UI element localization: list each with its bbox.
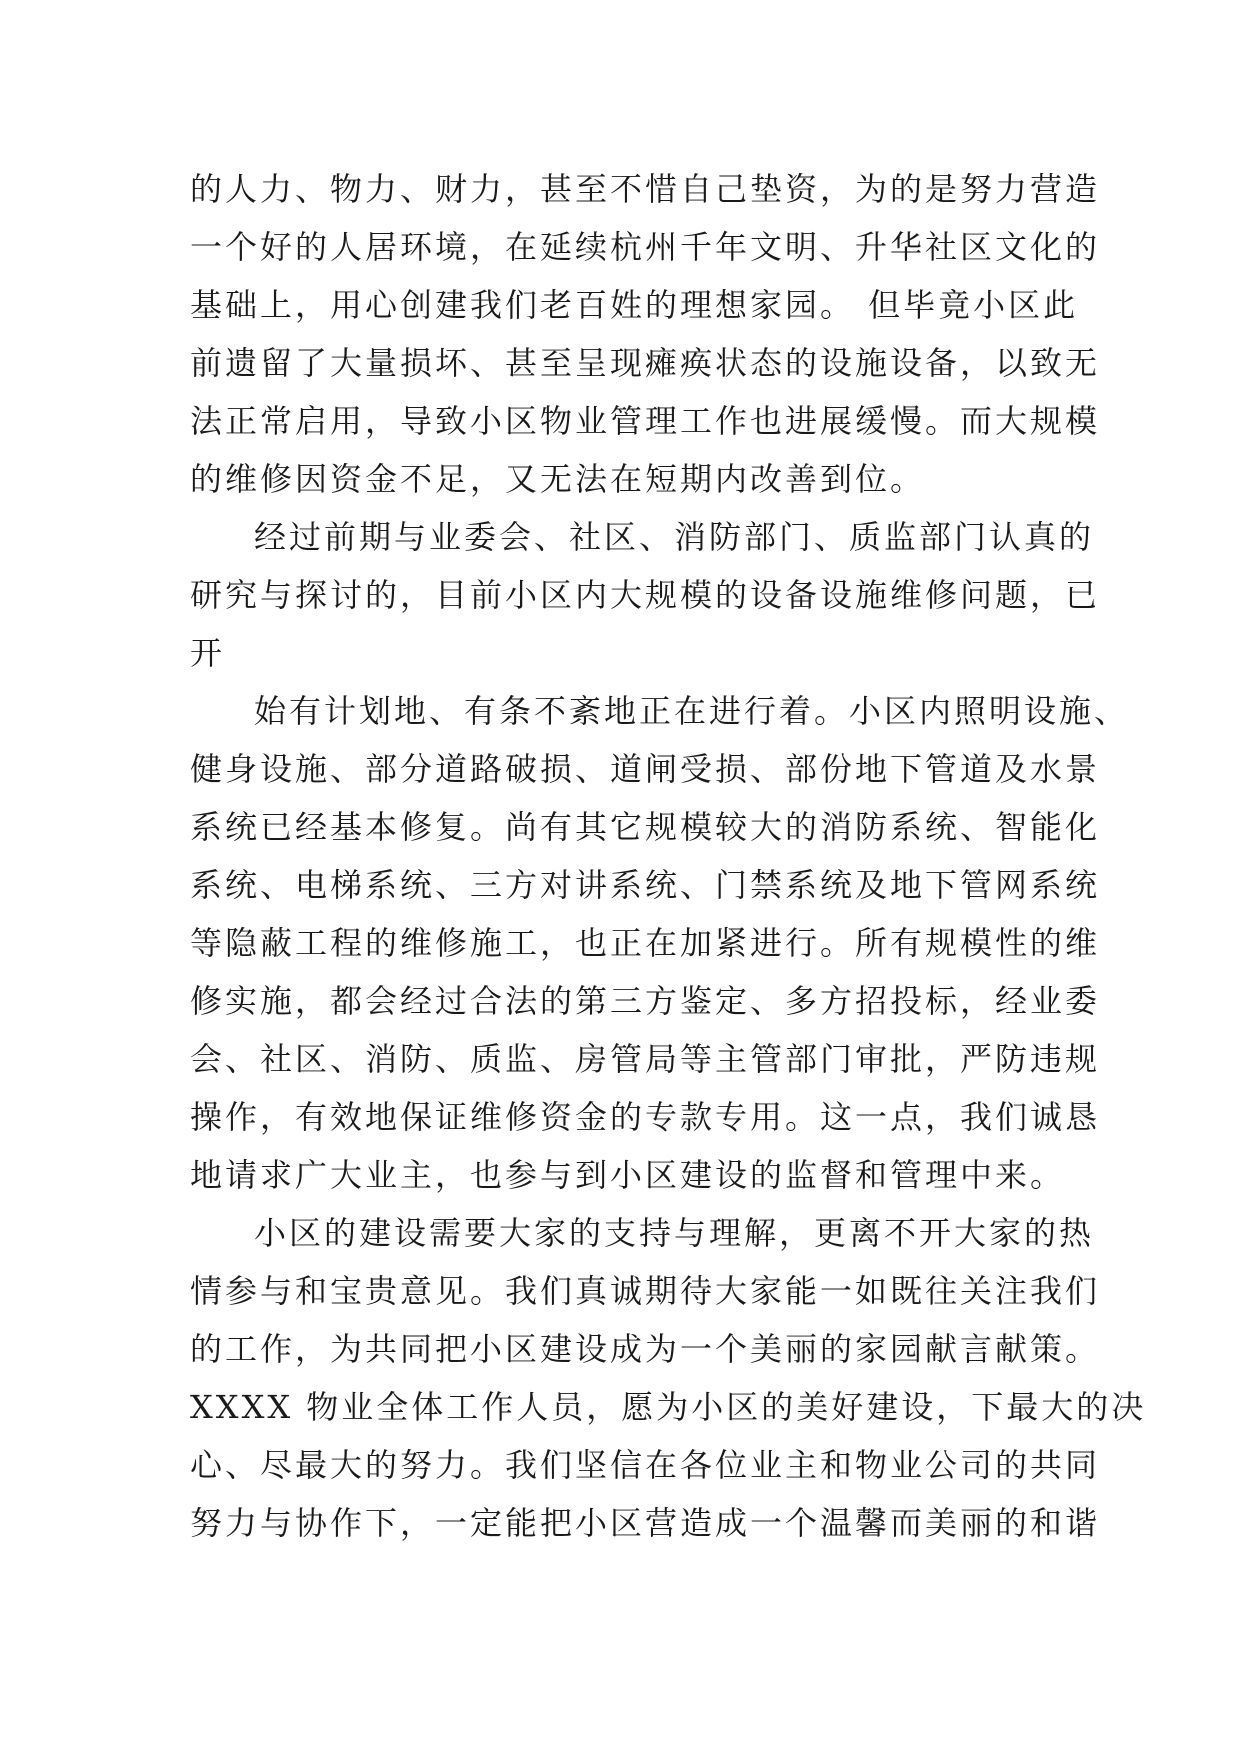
- text-line: 操作，有效地保证维修资金的专款专用。这一点，我们诚恳: [190, 1098, 1101, 1136]
- document-body: [190, 160, 1147, 1552]
- text-line: 开: [190, 634, 226, 672]
- text-line: 系统、电梯系统、三方对讲系统、门禁系统及地下管网系统: [190, 866, 1101, 904]
- text-line: 健身设施、部分道路破损、道闸受损、部份地下管道及水景: [190, 750, 1101, 788]
- paragraph-start-line: 始有计划地、有条不紊地正在进行着。小区内照明设施、: [254, 692, 1130, 730]
- text-line: 地请求广大业主，也参与到小区建设的监督和管理中来。: [190, 1156, 1066, 1194]
- text-line: 的维修因资金不足，又无法在短期内改善到位。: [190, 460, 926, 498]
- text-line: 的工作，为共同把小区建设成为一个美丽的家园献言献策。: [190, 1330, 1101, 1368]
- text-line: 一个好的人居环境，在延续杭州千年文明、升华社区文化的: [190, 228, 1101, 266]
- text-line: 努力与协作下，一定能把小区营造成一个温馨而美丽的和谐: [190, 1504, 1101, 1542]
- text-line: 情参与和宝贵意见。我们真诚期待大家能一如既往关注我们: [190, 1272, 1101, 1310]
- text-line: 前遗留了大量损坏、甚至呈现瘫痪状态的设施设备，以致无: [190, 344, 1101, 382]
- text-line: 研究与探讨的，目前小区内大规模的设备设施维修问题，已: [190, 576, 1101, 614]
- text-line: 会、社区、消防、质监、房管局等主管部门审批，严防违规: [190, 1040, 1101, 1078]
- text-line: 修实施，都会经过合法的第三方鉴定、多方招投标，经业委: [190, 982, 1101, 1020]
- text-line: 系统已经基本修复。尚有其它规模较大的消防系统、智能化: [190, 808, 1101, 846]
- paragraph-start-line: 小区的建设需要大家的支持与理解，更离不开大家的热: [254, 1214, 1095, 1252]
- text-line: 心、尽最大的努力。我们坚信在各位业主和物业公司的共同: [190, 1446, 1101, 1484]
- text-line: 基础上，用心创建我们老百姓的理想家园。 但毕竟小区此: [190, 286, 1079, 324]
- text-line: XXXX 物业全体工作人员，愿为小区的美好建设，下最大的决: [190, 1388, 1147, 1426]
- paragraph-start-line: 经过前期与业委会、社区、消防部门、质监部门认真的: [254, 518, 1095, 556]
- text-line: 法正常启用，导致小区物业管理工作也进展缓慢。而大规模: [190, 402, 1101, 440]
- text-line: 等隐蔽工程的维修施工，也正在加紧进行。所有规模性的维: [190, 924, 1101, 962]
- text-line: 的人力、物力、财力，甚至不惜自己垫资，为的是努力营造: [190, 170, 1101, 208]
